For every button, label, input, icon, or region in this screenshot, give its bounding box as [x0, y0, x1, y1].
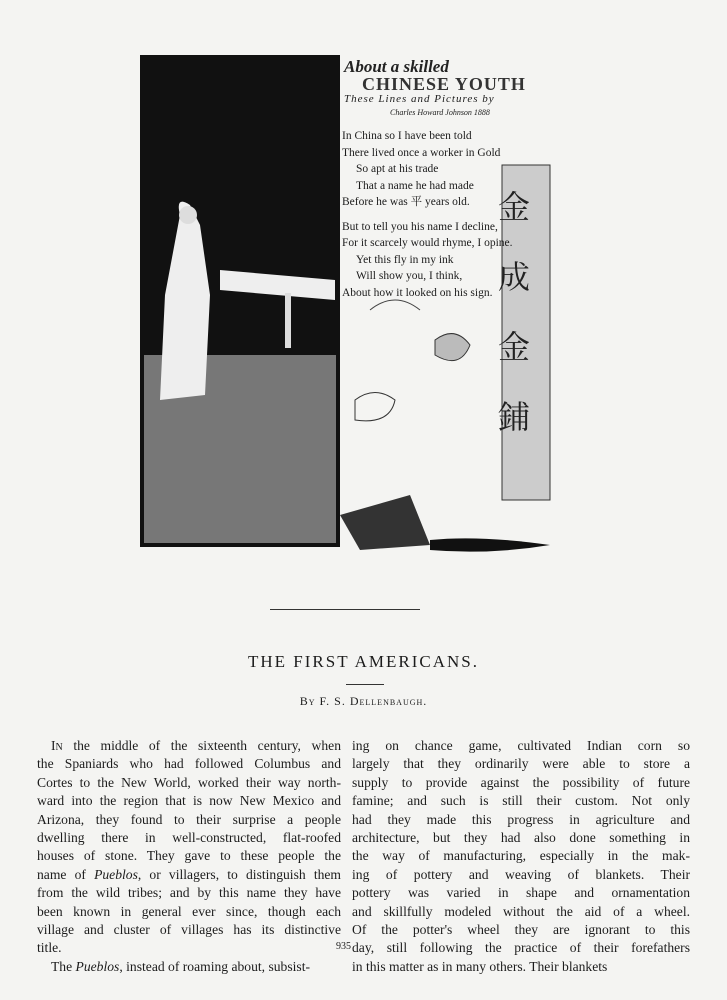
- poem-line: But to tell you his name I decline,: [342, 220, 498, 233]
- ink-spill: [430, 538, 550, 551]
- poem-line: Will show you, I think,: [356, 270, 463, 282]
- ink-bottle: [340, 495, 430, 550]
- text-line: houses of stone. They gave to these people the: [37, 848, 341, 864]
- text-line: the way of manufacturing, especially in the mak-: [352, 848, 690, 864]
- text-line: Cortes to the New World, worked their way north-: [37, 774, 341, 790]
- poem-line: For it scarcely would rhyme, I opine.: [342, 237, 513, 249]
- text-line: day, still following the practice of their forefathers: [352, 940, 690, 956]
- text-line: ward into the region that is now New Mexico and: [37, 793, 341, 809]
- text-line: the Spaniards who had followed Columbus and: [37, 756, 341, 772]
- divider: [346, 684, 384, 685]
- text-line: had they made this progress in agriculture and: [352, 811, 690, 827]
- poem-line: About how it looked on his sign.: [342, 286, 493, 299]
- text-line: supply to provide against the possibility of future: [352, 774, 690, 790]
- text-line: largely that they ordinarily were able to store a: [352, 756, 690, 772]
- poem-line: In China so I have been told: [342, 130, 472, 142]
- text-line: ing of pottery and weaving of blankets. Their: [352, 866, 690, 882]
- text-line: Arizona, they found to their surprise a people: [37, 811, 341, 827]
- poem-subtitle: These Lines and Pictures by: [344, 93, 495, 105]
- text-line: in this matter as in many others. Their blankets: [352, 958, 608, 974]
- text-line: from the wild tribes; and by this name they have: [37, 885, 341, 901]
- article-byline: By F. S. Dellenbaugh.: [299, 694, 428, 708]
- text-line: In the middle of the sixteenth century, when: [51, 738, 341, 753]
- figure-head: [179, 206, 197, 224]
- text-line: name of Pueblos, or villagers, to distinguish them: [37, 866, 341, 882]
- text-line: been known in general ever since, though each: [37, 903, 341, 919]
- dog-sketch: [435, 334, 470, 361]
- poem-line: That a name he had made: [356, 179, 474, 192]
- text-line: famine; and such is still their custom. Not only: [352, 793, 690, 809]
- poem-title: About a skilled: [344, 57, 449, 76]
- fly-sketch: [370, 300, 420, 310]
- text-line: village and cluster of villages has its distinctive: [37, 922, 341, 938]
- text-line: and skillfully modeled without the aid of a wheel.: [352, 903, 690, 919]
- poem: [342, 128, 552, 301]
- right-column: [352, 737, 690, 976]
- divider: [270, 609, 420, 610]
- poem-line: Before he was 平 years old.: [342, 196, 470, 208]
- text-line: Of the potter's wheel they are ignorant to this: [352, 922, 690, 938]
- text-line: dwelling there in well-constructed, flat-roofed: [37, 830, 341, 846]
- text-line: title.: [37, 940, 62, 956]
- left-column: [37, 737, 341, 976]
- text-line: ing on chance game, cultivated Indian corn so: [352, 738, 690, 753]
- poem-line: Yet this fly in my ink: [356, 253, 454, 266]
- poem-author: Charles Howard Johnson 1888: [390, 108, 490, 117]
- text-line: architecture, but they had also done something in: [352, 830, 690, 846]
- sign-characters: 金成金鋪: [493, 190, 531, 470]
- article-title: THE FIRST AMERICANS.: [248, 652, 479, 671]
- poem-title-2: CHINESE YOUTH: [362, 74, 526, 94]
- text-line: pottery was varied in shape and ornamentation: [352, 885, 690, 901]
- text-line: The Pueblos, instead of roaming about, subsist-: [51, 958, 311, 974]
- poem-line: So apt at his trade: [356, 163, 439, 175]
- page-number: 935: [336, 941, 351, 952]
- poem-line: There lived once a worker in Gold: [342, 146, 501, 159]
- teapot: [355, 393, 395, 421]
- bench-leg: [285, 293, 291, 348]
